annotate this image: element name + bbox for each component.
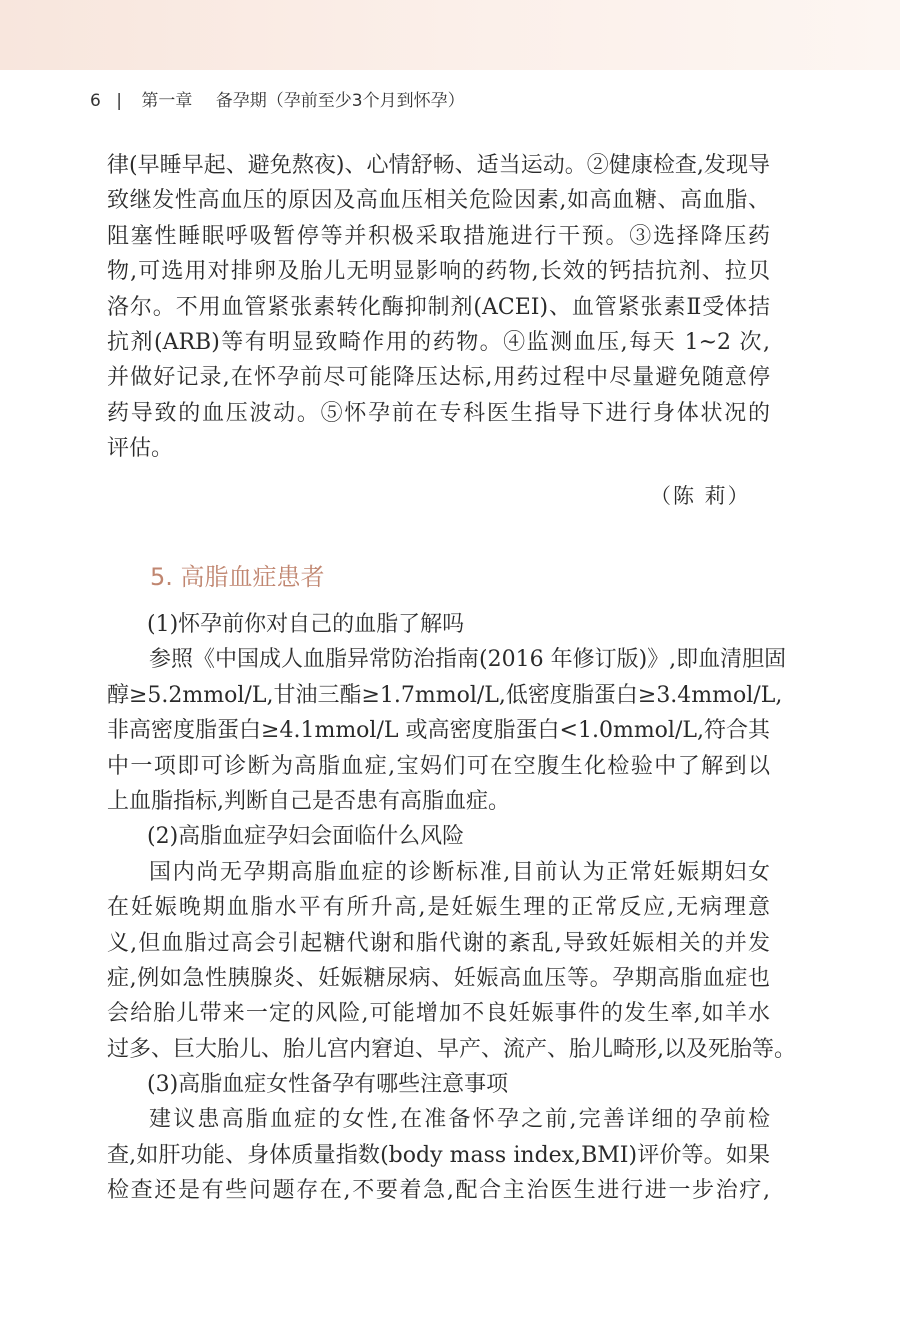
section-body — [107, 607, 796, 1209]
chapter-title: 备孕期（孕前至少3个月到怀孕） — [215, 91, 465, 111]
text-line: 洛尔。不用血管紧张素转化酶抑制剂(ACEI)、血管紧张素Ⅱ受体拮 — [107, 294, 770, 320]
text-line: 过多、巨大胎儿、胎儿宫内窘迫、早产、流产、胎儿畸形,以及死胎等。 — [107, 1036, 796, 1062]
section-heading: 5. 高脂血症患者 — [150, 563, 325, 591]
text-line: 致继发性高血压的原因及高血压相关危险因素,如高血糖、高血脂、 — [107, 188, 770, 214]
text-line: 义,但血脂过高会引起糖代谢和脂代谢的紊乱,导致妊娠相关的并发 — [107, 930, 770, 956]
page-header-band — [0, 0, 900, 70]
subheading-line: (3)高脂血症女性备孕有哪些注意事项 — [147, 1072, 509, 1098]
author-attribution: （陈 莉） — [650, 484, 751, 508]
text-line: 阻塞性睡眠呼吸暂停等并积极采取措施进行干预。③选择降压药 — [107, 223, 770, 249]
text-line: 药导致的血压波动。⑤怀孕前在专科医生指导下进行身体状况的 — [107, 400, 770, 426]
text-line: 并做好记录,在怀孕前尽可能降压达标,用药过程中尽量避免随意停 — [107, 365, 770, 391]
text-line: 会给胎儿带来一定的风险,可能增加不良妊娠事件的发生率,如羊水 — [107, 1001, 770, 1027]
text-line: 在妊娠晚期血脂水平有所升高,是妊娠生理的正常反应,无病理意 — [107, 895, 770, 921]
text-line: 参照《中国成人血脂异常防治指南(2016 年修订版)》,即血清胆固 — [149, 647, 787, 673]
subheading-line: (2)高脂血症孕妇会面临什么风险 — [147, 824, 465, 850]
text-line: 上血脂指标,判断自己是否患有高脂血症。 — [107, 788, 510, 814]
subheading-line: (1)怀孕前你对自己的血脂了解吗 — [147, 612, 465, 637]
text-line: 律(早睡早起、避免熬夜)、心情舒畅、适当运动。②健康检查,发现导 — [107, 153, 770, 178]
running-head — [90, 86, 465, 111]
text-line: 检查还是有些问题存在,不要着急,配合主治医生进行进一步治疗, — [107, 1178, 770, 1204]
text-line: 非高密度脂蛋白≥4.1mmol/L 或高密度脂蛋白<1.0mmol/L,符合其 — [107, 718, 770, 744]
text-line: 抗剂(ARB)等有明显致畸作用的药物。④监测血压,每天 1~2 次, — [107, 329, 770, 355]
text-line: 查,如肝功能、身体质量指数(body mass index,BMI)评价等。如果 — [107, 1142, 770, 1168]
page-number: 6 — [90, 91, 101, 111]
text-line: 醇≥5.2mmol/L,甘油三酯≥1.7mmol/L,低密度脂蛋白≥3.4mmol/L, — [107, 682, 783, 708]
text-line: 建议患高脂血症的女性,在准备怀孕之前,完善详细的孕前检 — [149, 1107, 770, 1133]
text-line: 物,可选用对排卵及胎儿无明显影响的药物,长效的钙拮抗剂、拉贝 — [107, 259, 770, 285]
continued-paragraph — [107, 148, 770, 467]
text-line: 中一项即可诊断为高脂血症,宝妈们可在空腹生化检验中了解到以 — [107, 753, 770, 779]
text-line: 评估。 — [107, 436, 174, 462]
text-line: 症,例如急性胰腺炎、妊娠糖尿病、妊娠高血压等。孕期高脂血症也 — [107, 965, 770, 991]
chapter-label: 第一章 — [141, 91, 193, 111]
header-separator: | — [116, 91, 122, 111]
text-line: 国内尚无孕期高脂血症的诊断标准,目前认为正常妊娠期妇女 — [149, 859, 770, 885]
